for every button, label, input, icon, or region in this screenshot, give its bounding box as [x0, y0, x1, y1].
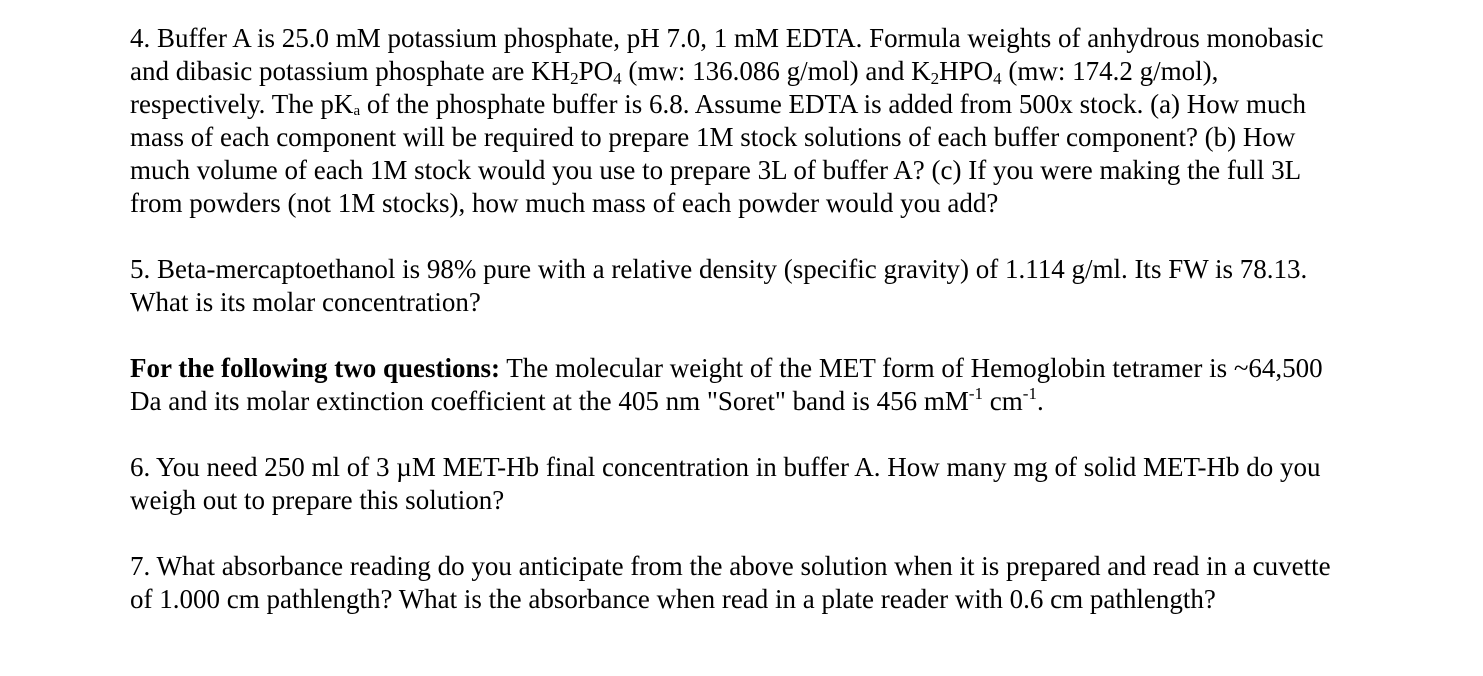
question-6-text: 6. You need 250 ml of 3 µM MET-Hb final concentration in buffer A. How many mg of solid MET-Hb do you weigh out to prepare this solution? — [130, 452, 1321, 515]
question-7-text: 7. What absorbance reading do you anticipate from the above solution when it is prepared and read in a cuvette of 1.000 cm pathlength? What is the absorbance when read in a plate reader with 0.6 cm pathlength? — [130, 551, 1331, 614]
question-4-text-1: 4. Buffer A is 25.0 mM potassium phosphate, pH 7.0, 1 mM EDTA. Formula weights of anhydrous monobasic and dibasic potassium phosphate are KH — [130, 23, 1324, 86]
question-5-text: 5. Beta-mercaptoethanol is 98% pure with a relative density (specific gravity) of 1.114 g/ml. Its FW is 78.13. What is its molar concentration? — [130, 254, 1308, 317]
intro-text-3: . — [1036, 386, 1044, 416]
subscript: a — [353, 103, 361, 119]
superscript: -1 — [968, 384, 984, 403]
question-4-text-3: (mw: 136.086 g/mol) and K — [621, 56, 931, 86]
question-4-text-5: (mw: 174.2 g/mol), respectively. The pK — [130, 56, 1219, 119]
question-7 — [130, 550, 1350, 616]
document-page — [130, 22, 1350, 616]
question-6 — [130, 451, 1350, 517]
intro-text-2: cm — [983, 386, 1023, 416]
question-4-text-6: of the phosphate buffer is 6.8. Assume EDTA is added from 500x stock. (a) How much mass of each component will be required to prepare 1M stock solutions of each buffer component? (b) How much volume of each 1M stock would you use to prepare 3L of buffer A? (c) If you were making the full 3L from powders (not 1M stocks), how much mass of each powder would you add? — [130, 89, 1307, 218]
question-5 — [130, 253, 1350, 319]
question-4-text-4: HPO — [939, 56, 994, 86]
intro-heading: For the following two questions: — [130, 353, 501, 383]
superscript: -1 — [1022, 384, 1037, 403]
question-4 — [130, 22, 1350, 220]
hemoglobin-intro — [130, 352, 1350, 418]
subscript: 4 — [613, 69, 622, 88]
intro-text-1: The molecular weight of the MET form of Hemoglobin tetramer is ~64,500 Da and its molar extinction coefficient at the 405 nm "Soret" band is 456 mM — [130, 353, 1323, 416]
subscript: 4 — [993, 69, 1002, 88]
subscript: 2 — [930, 69, 940, 88]
subscript: 2 — [570, 69, 579, 88]
question-4-text-2: PO — [578, 56, 614, 86]
